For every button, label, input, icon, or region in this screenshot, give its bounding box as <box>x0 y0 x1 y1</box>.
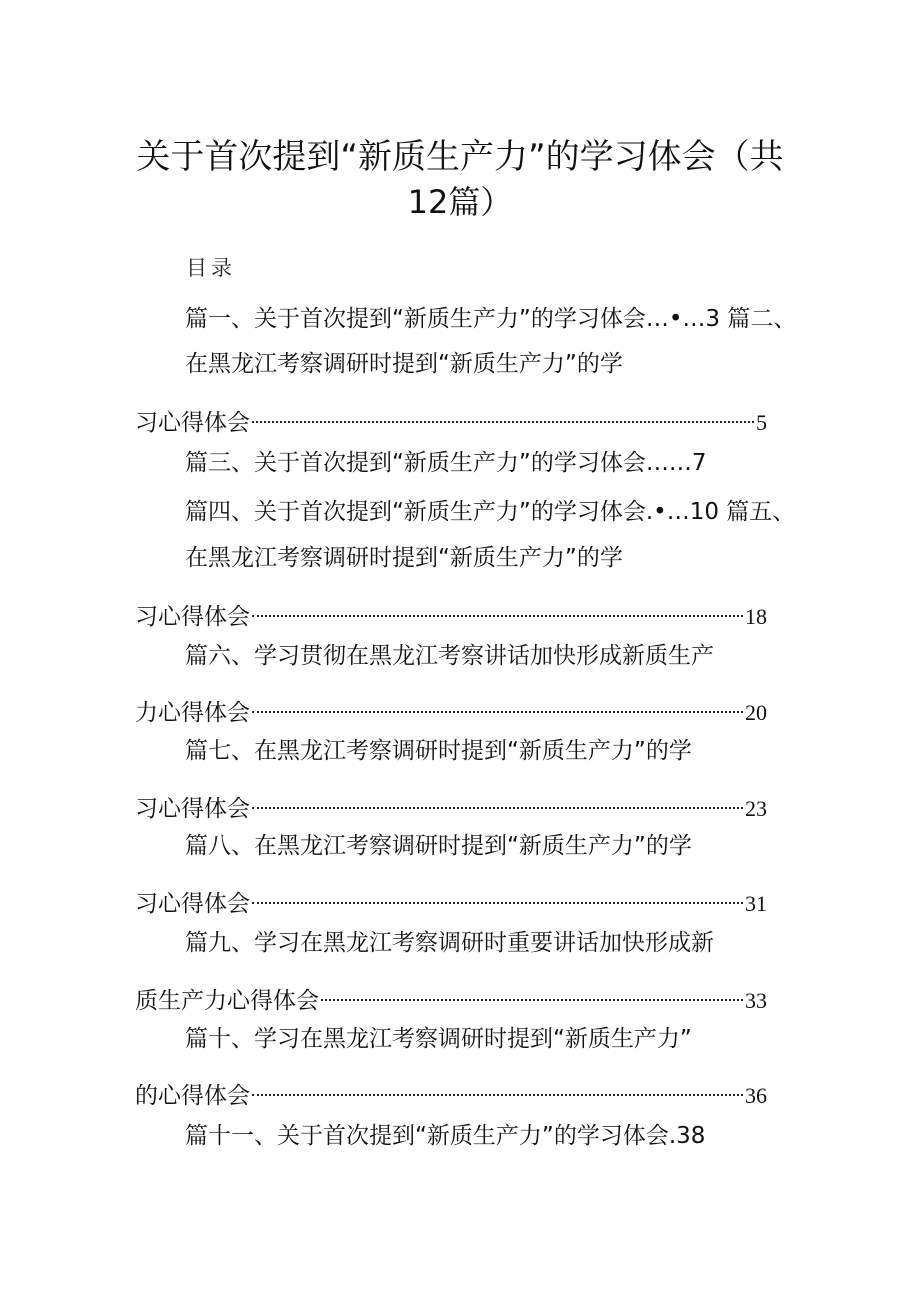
toc-entry[interactable] <box>135 1071 767 1109</box>
toc-line[interactable]: 在黑龙江考察调研时提到“新质生产力”的学 <box>185 545 623 571</box>
toc-page-number: 36 <box>745 1083 767 1108</box>
toc-line[interactable]: 篇十一、关于首次提到“新质生产力”的学习体会.38 <box>185 1123 706 1149</box>
toc-line[interactable]: 篇三、关于首次提到“新质生产力”的学习体会……7 <box>185 450 707 476</box>
toc-page-number: 23 <box>745 796 767 821</box>
toc-leader-dots <box>252 592 743 624</box>
toc-entry-title: 力心得体会 <box>135 700 250 726</box>
toc-leader-dots <box>321 976 743 1008</box>
toc-entry-title: 习心得体会 <box>135 891 250 917</box>
toc-entry-title: 质生产力心得体会 <box>135 988 319 1014</box>
toc-leader-dots <box>252 1071 743 1103</box>
document-title-line-2: 12篇） <box>407 183 513 221</box>
toc-entry-title: 习心得体会 <box>135 796 250 822</box>
toc-line[interactable]: 篇四、关于首次提到“新质生产力”的学习体会.•…10 篇五、 <box>185 499 796 525</box>
toc-line[interactable]: 篇十、学习在黑龙江考察调研时提到“新质生产力” <box>185 1026 692 1052</box>
toc-leader-dots <box>252 688 743 720</box>
toc-line[interactable]: 篇六、学习贯彻在黑龙江考察讲话加快形成新质生产 <box>185 643 714 669</box>
toc-leader-dots <box>252 398 754 430</box>
toc-entry[interactable] <box>135 784 767 822</box>
toc-leader-dots <box>252 784 743 816</box>
toc-leader-dots <box>252 879 743 911</box>
toc-page-number: 31 <box>745 891 767 916</box>
toc-entry[interactable] <box>135 976 767 1014</box>
toc-line[interactable]: 篇一、关于首次提到“新质生产力”的学习体会…•…3 篇二、 <box>185 306 797 332</box>
toc-heading: 目录 <box>186 256 236 280</box>
toc-entry-title: 的心得体会 <box>135 1083 250 1109</box>
toc-entry-title: 习心得体会 <box>135 410 250 436</box>
toc-entry-title: 习心得体会 <box>135 604 250 630</box>
toc-line[interactable]: 篇七、在黑龙江考察调研时提到“新质生产力”的学 <box>185 738 692 764</box>
toc-entry[interactable] <box>135 398 767 436</box>
toc-line[interactable]: 篇九、学习在黑龙江考察调研时重要讲话加快形成新 <box>185 930 714 956</box>
toc-page-number: 5 <box>756 410 767 435</box>
toc-entry[interactable] <box>135 688 767 726</box>
toc-line[interactable]: 在黑龙江考察调研时提到“新质生产力”的学 <box>185 351 623 377</box>
toc-entry[interactable] <box>135 592 767 630</box>
toc-page-number: 18 <box>745 604 767 629</box>
toc-page-number: 20 <box>745 700 767 725</box>
toc-line[interactable]: 篇八、在黑龙江考察调研时提到“新质生产力”的学 <box>185 833 692 859</box>
toc-page-number: 33 <box>745 988 767 1013</box>
toc-entry[interactable] <box>135 879 767 917</box>
document-title-line-1: 关于首次提到“新质生产力”的学习体会（共 <box>136 137 784 177</box>
